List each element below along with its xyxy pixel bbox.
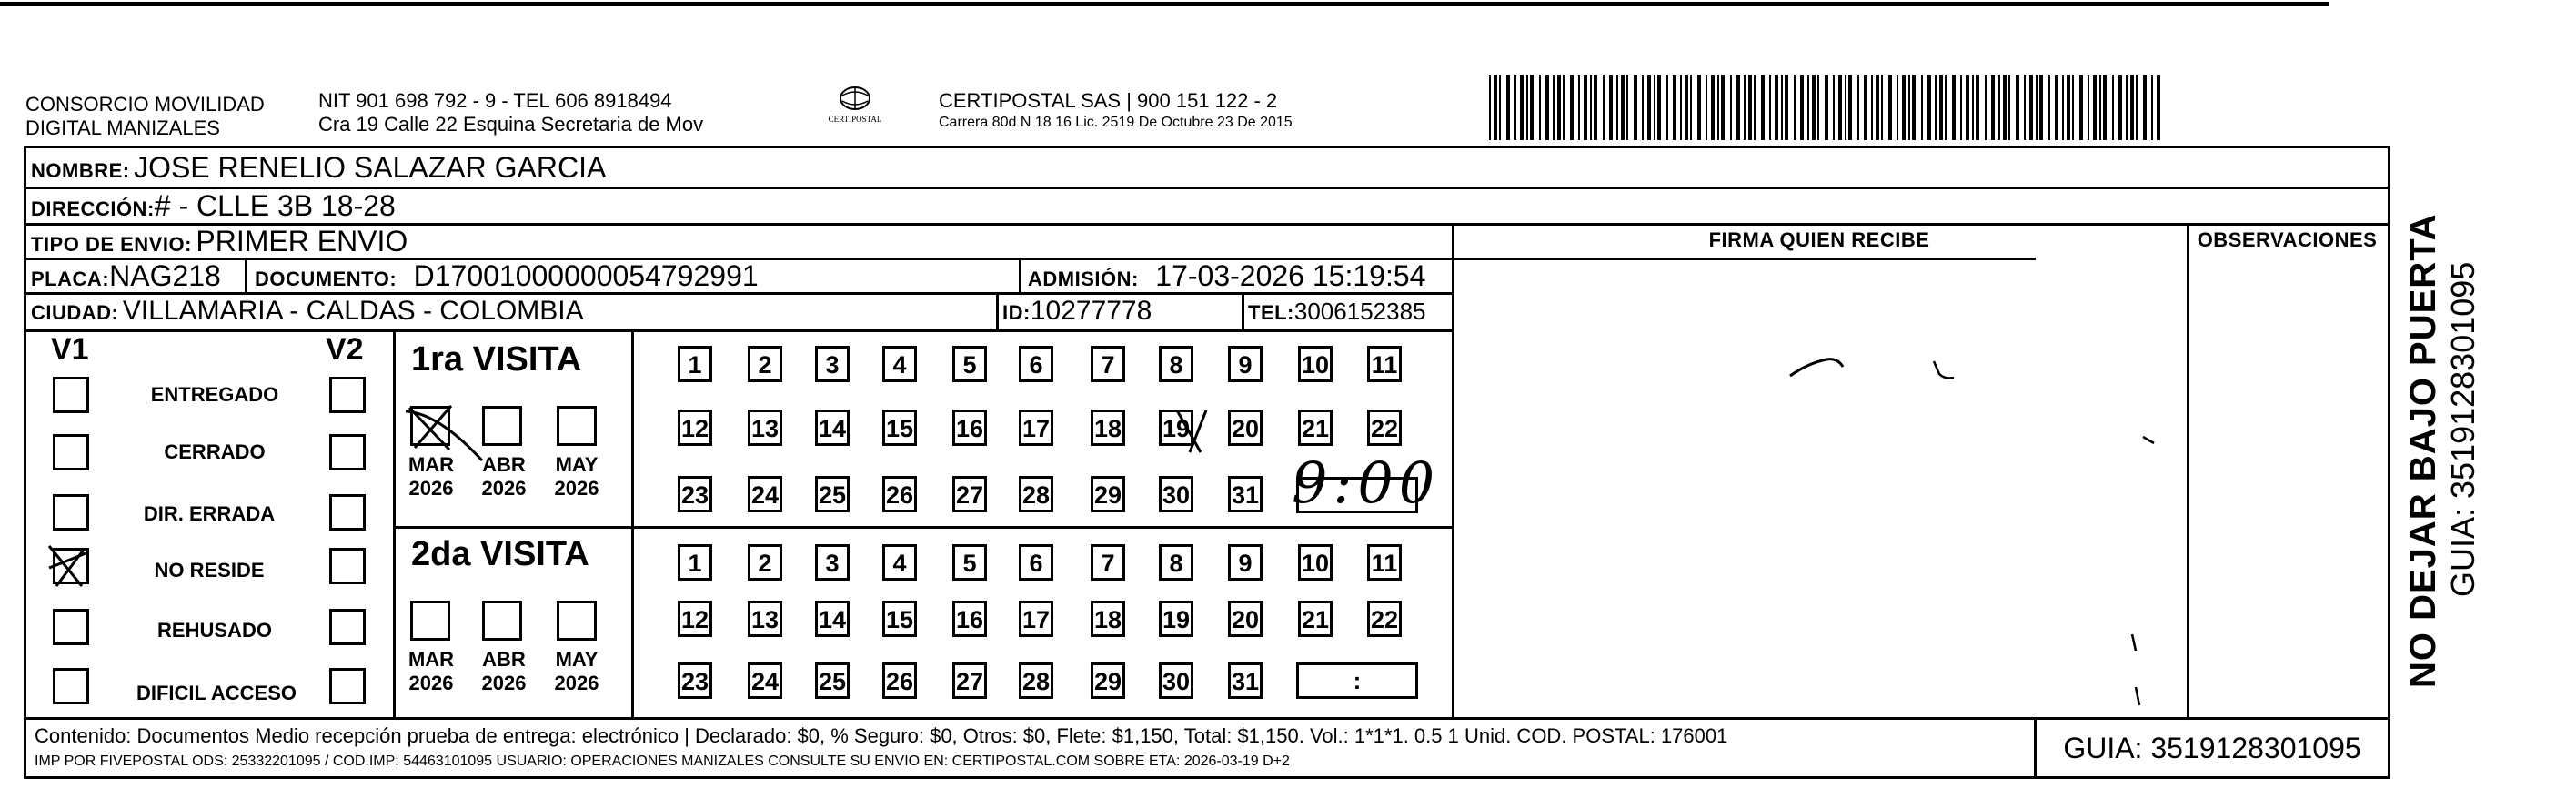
barcode-bar — [1908, 75, 1910, 140]
barcode-bar — [1506, 75, 1510, 140]
second-visit-day-26[interactable]: 26 — [882, 662, 917, 699]
barcode-bar — [1642, 75, 1644, 140]
first-visit-day-26[interactable]: 26 — [882, 476, 917, 512]
barcode-bar — [1526, 75, 1528, 140]
side-vertical-text — [2401, 213, 2481, 688]
second-visit-day-25[interactable]: 25 — [815, 662, 850, 699]
second-visit-day-11[interactable]: 11 — [1367, 544, 1402, 581]
second-visit-day-24[interactable]: 24 — [748, 662, 782, 699]
barcode-bar — [1616, 75, 1618, 140]
courier-line2: Carrera 80d N 18 16 Lic. 2519 De Octubre 23 De 2015 — [939, 115, 1293, 130]
first-visit-day-31[interactable]: 31 — [1228, 476, 1263, 512]
footer-guia: GUIA: 3519128301095 — [2063, 732, 2361, 764]
second-month-checkbox-may[interactable] — [557, 601, 597, 641]
barcode-bar — [1960, 75, 1962, 140]
second-visit-day-31[interactable]: 31 — [1228, 662, 1263, 699]
admision-label: ADMISIÓN: — [1028, 268, 1139, 290]
option-rehusado: REHUSADO — [157, 619, 272, 642]
scan-edge — [0, 2, 2329, 6]
barcode-bar — [1939, 75, 1943, 140]
second-visit-day-5[interactable]: 5 — [952, 544, 987, 581]
first-visit-day-14[interactable]: 14 — [815, 410, 850, 446]
barcode-bar — [1998, 75, 2000, 140]
barcode-bar — [1706, 75, 1707, 140]
second-month-checkbox-abr[interactable] — [482, 601, 522, 641]
barcode-bar — [2008, 75, 2010, 140]
visit-left-border — [393, 329, 396, 717]
second-visit-day-30[interactable]: 30 — [1159, 662, 1193, 699]
month-name: MAY — [555, 648, 599, 671]
v1-checkbox-rehusado[interactable] — [53, 609, 89, 645]
v2-checkbox-no-reside[interactable] — [329, 548, 366, 584]
barcode-bar — [1489, 75, 1491, 140]
first-visit-day-5[interactable]: 5 — [952, 346, 987, 382]
barcode-bar — [1888, 75, 1892, 140]
id-value: 10277778 — [1030, 296, 1152, 326]
option-no-reside: NO RESIDE — [154, 559, 265, 582]
first-visit-day-30[interactable]: 30 — [1159, 476, 1193, 512]
barcode-bar — [1744, 75, 1746, 140]
barcode-bar — [1647, 75, 1651, 140]
barcode-bar — [2099, 75, 2101, 140]
second-visit-day-13[interactable]: 13 — [748, 601, 782, 637]
barcode-bar — [2103, 75, 2107, 140]
first-visit-day-23[interactable]: 23 — [678, 476, 712, 512]
second-visit-day-14[interactable]: 14 — [815, 601, 850, 637]
barcode-bar — [1864, 75, 1867, 140]
second-month-abr — [477, 648, 531, 695]
first-visit-day-18[interactable]: 18 — [1091, 410, 1125, 446]
placa-cell — [31, 259, 221, 298]
second-month-may — [549, 648, 604, 695]
barcode-bar — [2093, 75, 2097, 140]
barcode-bar — [1494, 75, 1497, 140]
barcode-bar — [1761, 75, 1765, 140]
barcode-bar — [1685, 75, 1688, 140]
barcode-bar — [1539, 75, 1541, 140]
observaciones-divider — [2187, 223, 2189, 717]
first-visit-title: 1ra VISITA — [411, 340, 582, 379]
barcode-bar — [2118, 75, 2122, 140]
barcode-bar — [1680, 75, 1682, 140]
tel-divider — [1242, 292, 1244, 329]
barcode-bar — [1800, 75, 1804, 140]
first-visit-day-17[interactable]: 17 — [1019, 410, 1053, 446]
id-label: ID: — [1002, 301, 1031, 324]
ciudad-cell — [31, 295, 584, 332]
barcode-bar — [1654, 75, 1655, 140]
barcode-bar — [1634, 75, 1637, 140]
month-name: ABR — [482, 453, 526, 476]
observaciones-label: OBSERVACIONES — [2197, 228, 2378, 251]
barcode-bar — [1825, 75, 1828, 140]
barcode-bar — [1621, 75, 1625, 140]
id-divider — [996, 292, 999, 329]
barcode-bar — [1673, 75, 1676, 140]
second-visit-day-22[interactable]: 22 — [1367, 601, 1402, 637]
tel-label: TEL: — [1248, 301, 1294, 324]
barcode-bar — [1730, 75, 1732, 140]
admision-cell — [1028, 259, 1425, 298]
second-visit-day-7[interactable]: 7 — [1091, 544, 1125, 581]
company-name — [25, 93, 265, 140]
barcode-bar — [2112, 75, 2114, 140]
second-visit-day-12[interactable]: 12 — [678, 601, 712, 637]
barcode-bar — [2079, 75, 2083, 140]
month-name: MAY — [555, 453, 599, 476]
first-visit-day-10[interactable]: 10 — [1298, 346, 1333, 382]
documento-cell — [255, 259, 759, 298]
barcode-bar — [2062, 75, 2064, 140]
second-visit-day-1[interactable]: 1 — [678, 544, 712, 581]
barcode-bar — [2130, 75, 2134, 140]
barcode-bar — [1563, 75, 1565, 140]
month-year: 2026 — [554, 672, 599, 694]
side-guia: GUIA: 3519128301095 — [2444, 261, 2481, 597]
company-contact — [318, 89, 703, 137]
tel-value: 3006152385 — [1293, 298, 1426, 325]
second-visit-day-2[interactable]: 2 — [748, 544, 782, 581]
tipo-value: PRIMER ENVIO — [196, 225, 408, 258]
no-dejar-bajo-puerta: NO DEJAR BAJO PUERTA — [2403, 213, 2443, 688]
second-visit-day-27[interactable]: 27 — [952, 662, 987, 699]
barcode-bar — [1666, 75, 1668, 140]
barcode-bar — [2039, 75, 2043, 140]
visit-month-divider — [631, 329, 634, 717]
barcode-bar — [2088, 75, 2089, 140]
barcode-bar — [1697, 75, 1701, 140]
v2-checkbox-rehusado[interactable] — [329, 609, 366, 645]
second-visit-time-box[interactable] — [1296, 662, 1418, 699]
barcode-bar — [1838, 75, 1842, 140]
option-dir-errada: DIR. ERRADA — [143, 502, 276, 525]
ciudad-label: CIUDAD: — [31, 301, 119, 324]
right-border-lower — [2388, 223, 2390, 719]
barcode-bar — [1594, 75, 1597, 140]
time-separator: : — [1353, 667, 1362, 694]
first-visit-day-7[interactable]: 7 — [1091, 346, 1125, 382]
barcode-bar — [1557, 75, 1561, 140]
barcode-bar — [1609, 75, 1613, 140]
barcode-bar — [2151, 75, 2153, 140]
nombre-label: NOMBRE: — [31, 159, 130, 182]
barcode-bar — [1972, 75, 1974, 140]
second-visit-day-29[interactable]: 29 — [1091, 662, 1125, 699]
option-cerrado: CERRADO — [164, 440, 266, 463]
barcode-bar — [1817, 75, 1819, 140]
second-month-checkbox-mar[interactable] — [410, 601, 450, 641]
courier-line1: CERTIPOSTAL SAS | 900 151 122 - 2 — [939, 89, 1278, 112]
second-visit-day-23[interactable]: 23 — [678, 662, 712, 699]
barcode-bar — [1881, 75, 1883, 140]
barcode-bar — [1570, 75, 1574, 140]
barcode-bar — [2024, 75, 2026, 140]
barcode-bar — [2157, 75, 2160, 140]
v2-checkbox-cerrado[interactable] — [329, 434, 366, 470]
second-visit-day-28[interactable]: 28 — [1019, 662, 1053, 699]
barcode-bar — [1966, 75, 1969, 140]
barcode-bar — [1748, 75, 1752, 140]
barcode-bar — [1603, 75, 1605, 140]
second-visit-day-15[interactable]: 15 — [882, 601, 917, 637]
v1-checkbox-dificil-acceso[interactable] — [53, 668, 89, 704]
barcode-bar — [1985, 75, 1987, 140]
first-visit-day-19[interactable]: 19 — [1159, 410, 1193, 446]
v2-label: V2 — [326, 332, 364, 367]
first-visit-time-handwritten: 9:00 — [1292, 450, 1441, 516]
barcode-bar — [1897, 75, 1898, 140]
first-visit-day-2[interactable]: 2 — [748, 346, 782, 382]
first-month-checkbox-may[interactable] — [557, 406, 597, 446]
placa-label: PLACA: — [31, 268, 110, 290]
second-visit-day-16[interactable]: 16 — [952, 601, 987, 637]
first-visit-day-6[interactable]: 6 — [1019, 346, 1053, 382]
month-name: MAR — [408, 648, 455, 671]
barcode-bar — [1721, 75, 1725, 140]
company-address: Cra 19 Calle 22 Esquina Secretaria de Mov — [318, 113, 704, 136]
visit-separator — [393, 526, 1453, 529]
barcode-bar — [2126, 75, 2128, 140]
barcode-bar — [1584, 75, 1587, 140]
barcode-bar — [1499, 75, 1501, 140]
ciudad-value: VILLAMARIA - CALDAS - COLOMBIA — [122, 296, 584, 326]
second-visit-day-17[interactable]: 17 — [1019, 601, 1053, 637]
first-month-mar — [404, 453, 458, 501]
footer-print-line: IMP POR FIVEPOSTAL ODS: 25332201095 / COD.IMP: 54463101095 USUARIO: OPERACIONES MANIZALES CONSULTE SU ENVIO EN: CERTIPOSTAL.COM SOBRE ETA: 2026-03-19 D+2 — [35, 753, 1290, 769]
tel-cell — [1248, 295, 1426, 332]
barcode-bar — [1657, 75, 1661, 140]
second-visit-day-9[interactable]: 9 — [1228, 544, 1263, 581]
firma-label: FIRMA QUIEN RECIBE — [1708, 228, 1930, 251]
admision-divider — [1019, 258, 1021, 292]
barcode-bar — [2136, 75, 2138, 140]
month-year: 2026 — [408, 477, 454, 500]
admision-value: 17-03-2026 15:19:54 — [1155, 259, 1426, 292]
barcode-bar — [1769, 75, 1771, 140]
second-visit-title: 2da VISITA — [411, 535, 589, 573]
barcode-bar — [2072, 75, 2074, 140]
barcode-bar — [1775, 75, 1778, 140]
barcode-bar — [1626, 75, 1628, 140]
second-visit-day-18[interactable]: 18 — [1091, 601, 1125, 637]
barcode-bar — [1991, 75, 1995, 140]
second-visit-day-3[interactable]: 3 — [815, 544, 850, 581]
barcode-bar — [2048, 75, 2050, 140]
first-visit-day-9[interactable]: 9 — [1228, 346, 1263, 382]
courier-info — [939, 89, 1293, 133]
barcode-bar — [1590, 75, 1592, 140]
option-dificil-acceso: DIFICIL ACCESO — [136, 682, 297, 704]
barcode-bar — [1848, 75, 1852, 140]
second-visit-day-20[interactable]: 20 — [1228, 601, 1263, 637]
first-visit-day-24[interactable]: 24 — [748, 476, 782, 512]
company-line2: DIGITAL MANIZALES — [25, 116, 220, 139]
company-line1: CONSORCIO MOVILIDAD — [25, 93, 265, 116]
barcode-bar — [1785, 75, 1788, 140]
documento-label: DOCUMENTO: — [255, 268, 397, 290]
barcode-bar — [1812, 75, 1816, 140]
signature-scribble — [1452, 259, 2187, 714]
barcode-bar — [1754, 75, 1756, 140]
barcode-bar — [1807, 75, 1809, 140]
v2-checkbox-entregado[interactable] — [329, 377, 366, 413]
v1-checkbox-cerrado[interactable] — [53, 434, 89, 470]
month-name: ABR — [482, 648, 526, 671]
barcode-bar — [1520, 75, 1524, 140]
barcode-bar — [1794, 75, 1796, 140]
second-month-mar — [404, 648, 458, 695]
direccion-value: # - CLLE 3B 18-28 — [154, 189, 396, 222]
first-month-abr — [477, 453, 531, 501]
first-visit-day-16[interactable]: 16 — [952, 410, 987, 446]
month-year: 2026 — [408, 672, 454, 694]
barcode — [1487, 75, 2165, 140]
barcode-bar — [1952, 75, 1956, 140]
direccion-label: DIRECCIÓN: — [31, 197, 155, 220]
barcode-bar — [1514, 75, 1516, 140]
second-visit-day-8[interactable]: 8 — [1159, 544, 1193, 581]
certipostal-logo — [814, 85, 896, 139]
tipo-label: TIPO DE ENVIO: — [31, 233, 192, 256]
nombre-row — [31, 149, 606, 192]
barcode-bar — [1690, 75, 1692, 140]
barcode-bar — [1736, 75, 1740, 140]
barcode-bar — [1935, 75, 1937, 140]
second-visit-day-10[interactable]: 10 — [1298, 544, 1333, 581]
first-visit-day-22[interactable]: 22 — [1367, 410, 1402, 446]
first-visit-day-8[interactable]: 8 — [1159, 346, 1193, 382]
first-visit-day-1[interactable]: 1 — [678, 346, 712, 382]
second-visit-day-6[interactable]: 6 — [1019, 544, 1053, 581]
first-visit-day-20[interactable]: 20 — [1228, 410, 1263, 446]
second-visit-day-21[interactable]: 21 — [1298, 601, 1333, 637]
nombre-value: JOSE RENELIO SALAZAR GARCIA — [134, 151, 607, 184]
placa-value: NAG218 — [109, 259, 221, 292]
barcode-bar — [1530, 75, 1534, 140]
placa-divider — [245, 258, 247, 292]
first-visit-day-29[interactable]: 29 — [1091, 476, 1125, 512]
option-entregado: ENTREGADO — [150, 383, 279, 406]
barcode-bar — [1912, 75, 1916, 140]
first-visit-day-21[interactable]: 21 — [1298, 410, 1333, 446]
barcode-bar — [1781, 75, 1783, 140]
barcode-bar — [1927, 75, 1931, 140]
barcode-bar — [2055, 75, 2058, 140]
first-visit-day-13[interactable]: 13 — [748, 410, 782, 446]
first-visit-day-11[interactable]: 11 — [1367, 346, 1402, 382]
nit-line: NIT 901 698 792 - 9 - TEL 606 8918494 — [318, 89, 672, 112]
barcode-bar — [2036, 75, 2038, 140]
second-visit-day-4[interactable]: 4 — [882, 544, 917, 581]
barcode-bar — [2067, 75, 2070, 140]
barcode-bar — [2016, 75, 2019, 140]
month-name: MAR — [408, 453, 455, 476]
first-visit-day-12[interactable]: 12 — [678, 410, 712, 446]
barcode-bar — [1857, 75, 1859, 140]
barcode-bar — [2003, 75, 2007, 140]
barcode-bar — [1717, 75, 1719, 140]
first-visit-day-25[interactable]: 25 — [815, 476, 850, 512]
barcode-bar — [2029, 75, 2033, 140]
footer-content-line: Contenido: Documentos Medio recepción prueba de entrega: electrónico | Declarado: $0, % Seguro: $0, Otros: $0, Flete: $1,150, Total: $1,150. Vol.: 1*1*1. 0.5 1 Unid. COD. POSTAL: 176001 — [35, 724, 1728, 747]
month-year: 2026 — [554, 477, 599, 500]
barcode-bar — [2143, 75, 2147, 140]
barcode-bar — [1976, 75, 1979, 140]
barcode-bar — [1833, 75, 1835, 140]
barcode-bar — [1871, 75, 1873, 140]
barcode-bar — [1578, 75, 1580, 140]
first-visit-day-27[interactable]: 27 — [952, 476, 987, 512]
documento-value: D17001000000054792991 — [413, 259, 759, 292]
barcode-bar — [1711, 75, 1715, 140]
logo-wordmark: CERTIPOSTAL — [828, 115, 882, 124]
month-year: 2026 — [481, 477, 527, 500]
second-visit-day-19[interactable]: 19 — [1159, 601, 1193, 637]
v1-checkbox-entregado[interactable] — [53, 377, 89, 413]
v1-checkbox-dir-errada[interactable] — [53, 494, 89, 531]
id-cell — [1002, 295, 1152, 332]
first-visit-day-4[interactable]: 4 — [882, 346, 917, 382]
globe-icon — [837, 85, 873, 112]
v2-checkbox-dificil-acceso[interactable] — [329, 668, 366, 704]
barcode-bar — [1545, 75, 1549, 140]
first-visit-day-15[interactable]: 15 — [882, 410, 917, 446]
barcode-bar — [1902, 75, 1906, 140]
barcode-bar — [1553, 75, 1555, 140]
first-visit-day-3[interactable]: 3 — [815, 346, 850, 382]
v2-checkbox-dir-errada[interactable] — [329, 494, 366, 531]
barcode-bar — [1876, 75, 1879, 140]
barcode-bar — [1845, 75, 1846, 140]
v1-label: V1 — [51, 332, 89, 367]
handwritten-day-mark — [1170, 405, 1213, 458]
first-visit-day-28[interactable]: 28 — [1019, 476, 1053, 512]
barcode-bar — [1921, 75, 1923, 140]
month-year: 2026 — [481, 672, 527, 694]
first-month-may — [549, 453, 604, 501]
handwritten-check-mark — [45, 541, 102, 593]
barcode-bar — [1945, 75, 1947, 140]
